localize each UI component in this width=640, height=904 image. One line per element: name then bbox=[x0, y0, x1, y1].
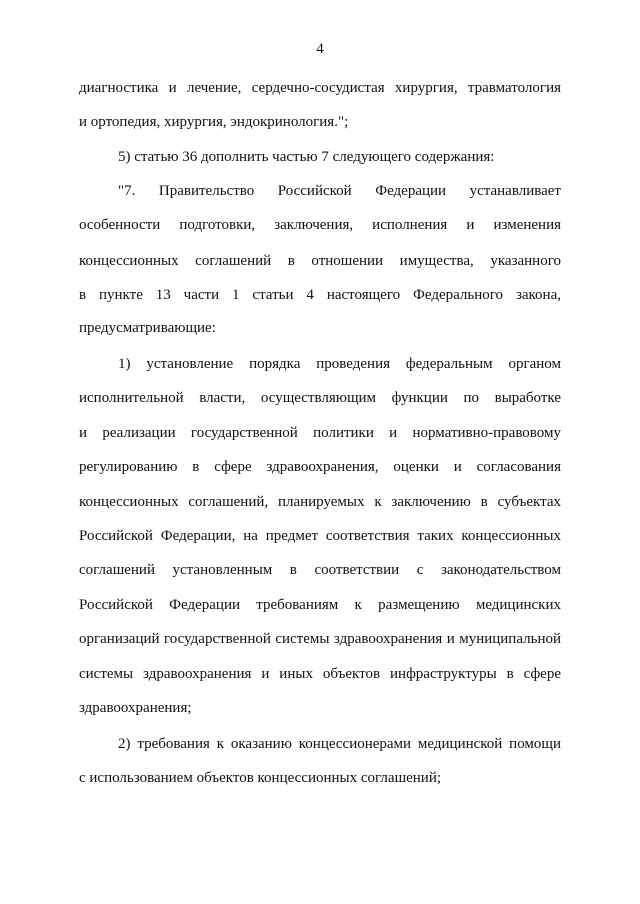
text-line: диагностика и лечение, сердечно-сосудистая хирургия, травматология bbox=[79, 80, 561, 96]
text-line: организаций государственной системы здравоохранения и муниципальной bbox=[79, 631, 561, 647]
text-line: системы здравоохранения и иных объектов инфраструктуры в сфере bbox=[79, 666, 561, 682]
text-line: регулированию в сфере здравоохранения, оценки и согласования bbox=[79, 459, 561, 475]
text-line: Российской Федерации, на предмет соответствия таких концессионных bbox=[79, 528, 561, 544]
text-line: в пункте 13 части 1 статьи 4 настоящего Федерального закона, bbox=[79, 287, 561, 303]
paragraph-first-line: "7. Правительство Российской Федерации устанавливает bbox=[118, 183, 561, 199]
paragraph-first-line: 2) требования к оказанию концессионерами медицинской помощи bbox=[118, 736, 561, 752]
text-line: соглашений установленным в соответствии с законодательством bbox=[79, 562, 561, 578]
paragraph-first-line: 1) установление порядка проведения федеральным органом bbox=[118, 356, 561, 372]
text-line: предусматривающие: bbox=[79, 320, 216, 336]
text-line: Российской Федерации требованиям к размещению медицинских bbox=[79, 597, 561, 613]
page-number: 4 bbox=[316, 41, 324, 57]
text-line: и ортопедия, хирургия, эндокринология."; bbox=[79, 114, 349, 130]
text-line: концессионных соглашений в отношении имущества, указанного bbox=[79, 253, 561, 269]
text-line: особенности подготовки, заключения, исполнения и изменения bbox=[79, 217, 561, 233]
text-line: исполнительной власти, осуществляющим функции по выработке bbox=[79, 390, 561, 406]
text-line: концессионных соглашений, планируемых к заключению в субъектах bbox=[79, 494, 561, 510]
text-line: с использованием объектов концессионных соглашений; bbox=[79, 770, 442, 786]
text-line: и реализации государственной политики и нормативно-правовому bbox=[79, 425, 561, 441]
text-line: здравоохранения; bbox=[79, 700, 192, 716]
paragraph-first-line: 5) статью 36 дополнить частью 7 следующего содержания: bbox=[118, 149, 495, 165]
